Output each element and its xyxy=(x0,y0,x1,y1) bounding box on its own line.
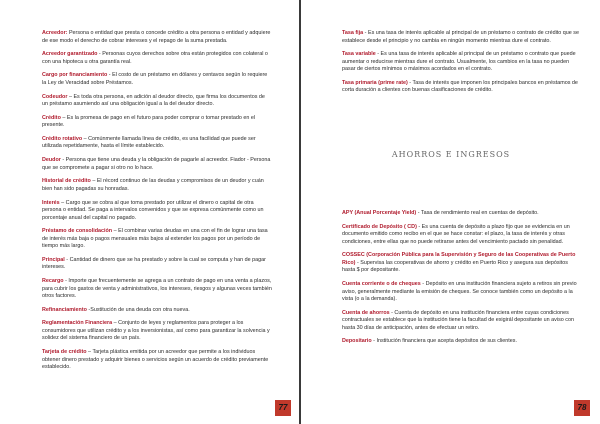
glossary-entry xyxy=(42,178,272,193)
glossary-column-right-top xyxy=(342,30,582,101)
glossary-entry xyxy=(342,310,582,333)
glossary-term: Historial de crédito xyxy=(42,178,91,185)
glossary-definition: - El costo de un préstamo en dólares y centavos según lo requiere la Ley de Veracidad sobre Préstamos. xyxy=(42,72,268,86)
glossary-term: Principal xyxy=(42,256,65,263)
glossary-entry xyxy=(42,94,272,109)
glossary-entry xyxy=(42,257,272,272)
glossary-definition: - Tasa de interés que imponen los principales bancos en préstamos de corta duración a clientes con buenas clasificaciones de crédito. xyxy=(342,79,578,94)
glossary-definition: - Es una tasa de interés aplicable al principal de un préstamo o contrato de crédito que se establece desde el principio y no cambia en ningún momento mientras dure el contrato. xyxy=(342,30,579,44)
glossary-entry xyxy=(42,136,272,151)
page-number: 78 xyxy=(574,400,590,416)
glossary-definition: - Es una cuenta de depósito a plazo fijo que se evidencia en un documento emitido como recibo en el que se hace constar: el plazo, la tasa de interés y otras condiciones, entre ellas que no puede retirarse antes del vencimiento pactado sin penalidad. xyxy=(342,223,570,245)
glossary-term: Interés xyxy=(42,199,60,206)
right-page xyxy=(301,0,600,424)
glossary-entry xyxy=(42,72,272,87)
glossary-term: Tasa fija xyxy=(342,30,364,36)
glossary-entry xyxy=(342,224,582,247)
page-number: 77 xyxy=(275,400,291,416)
glossary-term: Crédito rotativo xyxy=(42,135,83,142)
glossary-definition: – Es la promesa de pago en el futuro para poder comprar o tomar prestado en el presente. xyxy=(42,114,256,129)
glossary-entry xyxy=(42,349,272,372)
section-title: AHORROS E INGRESOS xyxy=(391,150,511,159)
glossary-definition: Persona o entidad que presta o concede crédito a otra persona o entidad y adquiere de ese modo el derecho de cobrar intereses y el repago de la suma prestada. xyxy=(42,30,271,44)
glossary-definition: - Tasa de rendimiento real en cuentas de depósito. xyxy=(416,210,539,216)
glossary-term: Tasa variable xyxy=(342,51,376,58)
glossary-term: Acreedor garantizado xyxy=(42,51,98,58)
glossary-definition: – Es toda otra persona, en adición al deudor directo, que firma los documentos de un préstamo asumiendo así una obligación igual a la del deudor directo. xyxy=(42,93,265,108)
glossary-definition: – Conjunto de leyes y reglamentos para proteger a los consumidores que utilizan crédito y a los inversionistas, así como para garantizar la solvencia y solidez del sistema financiero de un país. xyxy=(42,320,270,342)
glossary-definition: – Tarjeta plástica emitida por un acreedor que permite a los individuos obtener dinero prestado y adquirir bienes o servicios según un acuerdo de crédito previamente establecido. xyxy=(42,349,269,371)
glossary-term: Codeudor xyxy=(42,93,68,100)
glossary-definition: – El combinar varias deudas en una con el fin de lograr una tasa de interés más baja o pagos mensuales más bajos al extender los pagos por un período de tiempo más largo. xyxy=(42,228,268,250)
glossary-definition: - Supervisa las cooperativas de ahorro y crédito en Puerto Rico y asegura sus depósitos hasta $ por depositante. xyxy=(342,259,568,274)
glossary-definition: - Institución financiera que acepta depósitos de sus clientes. xyxy=(371,338,517,345)
glossary-definition: - Depósito en una institución financiera sujeto a retiros sin previo aviso, generalmente mediante la emisión de cheques. Se conoce también como un depósito a la vista (o a la demanda). xyxy=(342,281,577,303)
glossary-definition: - Es una tasa de interés aplicable al principal de un préstamo o contrato que puede aumentar o reducirse mientras dure el contrato. Usualmente, los cambios en la tasa no pueden pasar de ciertos mínimos o máximos acordados en el contrato. xyxy=(342,51,576,73)
glossary-entry xyxy=(342,252,582,275)
glossary-definition: - Importe que frecuentemente se agrega a un contrato de pago en una venta a plazos, para cubrir los gastos de venta y administrativos, los intereses, riesgos y algunas veces también otros factores. xyxy=(42,278,272,300)
glossary-entry xyxy=(42,30,272,45)
glossary-definition: – Comúnmente llamada línea de crédito, es una facilidad que puede ser utilizada repetidamente, hasta el límite establecido. xyxy=(42,135,256,150)
glossary-entry xyxy=(42,320,272,343)
glossary-entry xyxy=(342,210,582,218)
glossary-term: COSSEC (Corporación Pública para la Supervisión y Seguro de las Cooperativas de Puerto Rico) xyxy=(342,252,576,266)
glossary-entry xyxy=(342,30,582,45)
glossary-term: Crédito xyxy=(42,114,61,121)
glossary-term: Tarjeta de crédito xyxy=(42,349,87,356)
glossary-entry xyxy=(42,200,272,223)
glossary-term: Refinanciamiento xyxy=(42,306,87,313)
glossary-definition: - Persona que tiene una deuda y la obligación de pagarle al acreedor. Fiador - Persona que se compromete a pagar si otro no lo hace. xyxy=(42,157,271,171)
glossary-entry xyxy=(42,51,272,66)
glossary-entry xyxy=(342,51,582,74)
glossary-term: Tasa primaria (prime rate) xyxy=(342,79,408,86)
glossary-column-right-bottom xyxy=(342,210,582,352)
glossary-term: Certificado de Depósito ( CD) xyxy=(342,223,417,230)
glossary-entry xyxy=(42,115,272,130)
glossary-term: Acreedor: xyxy=(42,30,68,36)
glossary-definition: -Sustitución de una deuda con otra nueva. xyxy=(86,306,190,313)
glossary-term: Deudor xyxy=(42,157,61,164)
glossary-term: Recargo xyxy=(42,278,64,285)
glossary-term: Reglamentación Financiera xyxy=(42,320,113,327)
glossary-term: Cuenta corriente o de cheques xyxy=(342,281,421,288)
glossary-definition: - Personas cuyos derechos sobre otra están protegidos con colateral o con una hipoteca u otra garantía real. xyxy=(42,51,268,65)
glossary-term: Cargo por financiamiento xyxy=(42,72,108,79)
glossary-column-left xyxy=(42,30,272,378)
glossary-definition: – El récord continuo de las deudas y compromisos de un deudor y cuán bien han sido pagadas su honradas. xyxy=(42,178,264,192)
glossary-entry xyxy=(342,281,582,304)
glossary-term: Depositario xyxy=(342,338,372,345)
glossary-entry xyxy=(42,307,272,315)
glossary-term: Préstamo de consolidación xyxy=(42,228,113,235)
glossary-entry xyxy=(342,80,582,95)
left-page xyxy=(0,0,299,424)
glossary-term: Cuenta de ahorros xyxy=(342,309,390,316)
glossary-entry xyxy=(42,278,272,301)
glossary-definition: - Cuenta de depósito en una institución financiera entre cuyas condiciones contractuales se establece que la institución tiene la facultad de exigirál depositante un aviso con hasta 30 días de anticipación, antes de efectuar un retiro. xyxy=(342,309,574,331)
glossary-entry xyxy=(42,228,272,251)
glossary-definition: – Cargo que se cobra al que toma prestado por utilizar el dinero o capital de otra persona o entidad. Se paga a intervalos convenidos y que se expresa comúnmente como un porcentaje anual del capital no pagado. xyxy=(42,199,264,221)
glossary-term: APY (Anual Porcentaje Yield) xyxy=(342,210,417,216)
glossary-entry xyxy=(42,157,272,172)
glossary-definition: - Cantidad de dinero que se ha prestado y sobre la cual se computa y han de pagar intereses. xyxy=(42,256,266,271)
glossary-entry xyxy=(342,338,582,346)
